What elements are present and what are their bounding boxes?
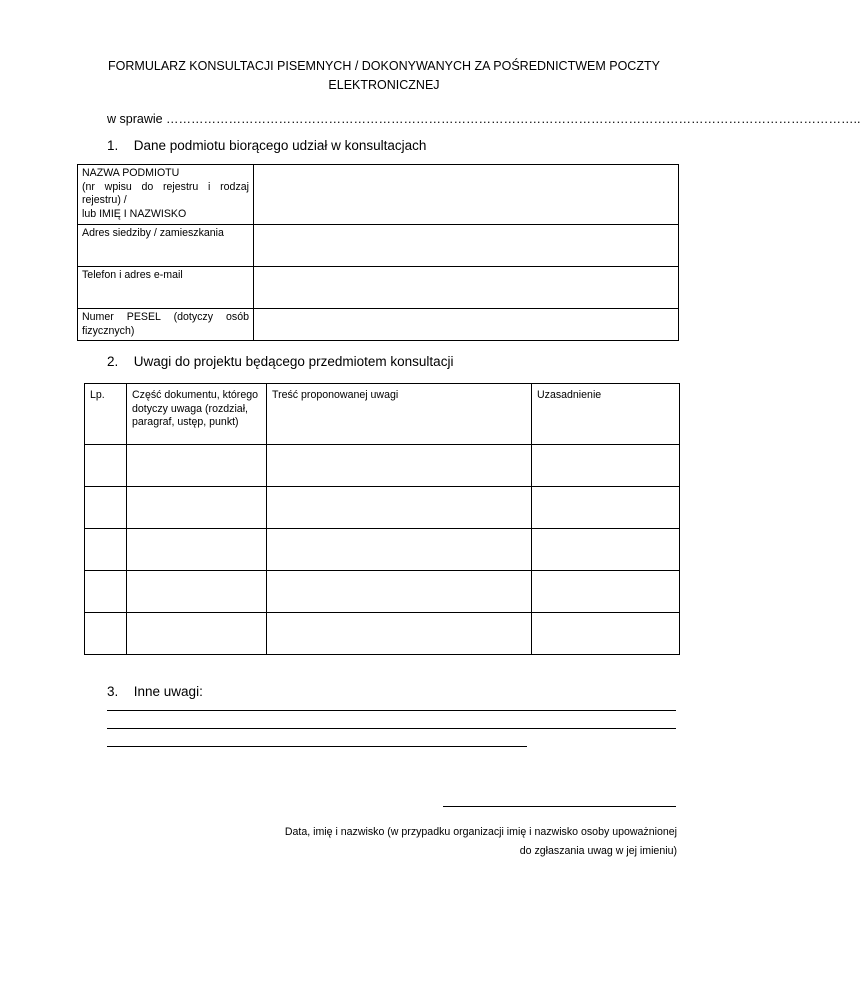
entity-name-label — [78, 165, 254, 225]
address-label — [78, 225, 254, 267]
section-2-title: Uwagi do projektu będącego przedmiotem konsultacji — [133, 354, 454, 369]
cell-justification[interactable] — [532, 529, 680, 571]
writing-line[interactable] — [107, 710, 676, 711]
cell-document-part[interactable] — [127, 613, 267, 655]
table-row — [85, 487, 680, 529]
label-line: Numer PESEL (dotyczy osób fizycznych) — [82, 311, 249, 337]
cell-lp[interactable] — [85, 445, 127, 487]
cell-proposed-comment[interactable] — [267, 529, 532, 571]
writing-line[interactable] — [107, 746, 527, 747]
cell-lp[interactable] — [85, 529, 127, 571]
section-1-title: Dane podmiotu biorącego udział w konsultacjach — [133, 138, 427, 153]
cell-document-part[interactable] — [127, 445, 267, 487]
cell-justification[interactable] — [532, 487, 680, 529]
section-2-heading — [107, 353, 453, 371]
table-row — [85, 571, 680, 613]
signature-line[interactable] — [443, 806, 676, 807]
table-row — [78, 309, 679, 341]
contact-field[interactable] — [254, 267, 679, 309]
table-row — [85, 445, 680, 487]
section-2-number: 2. — [107, 354, 119, 369]
label-line: Adres siedziby / zamieszkania — [82, 227, 224, 239]
cell-proposed-comment[interactable] — [267, 487, 532, 529]
label-line: Telefon i adres e-mail — [82, 269, 183, 281]
cell-justification[interactable] — [532, 613, 680, 655]
label-line: lub IMIĘ I NAZWISKO — [82, 207, 187, 220]
writing-line[interactable] — [107, 728, 676, 729]
label-line: NAZWA PODMIOTU — [82, 167, 180, 179]
label-line: (nr wpisu do rejestru i rodzaj rejestru) / — [82, 180, 249, 206]
table-row — [78, 267, 679, 309]
contact-label — [78, 267, 254, 309]
table-header-row — [85, 384, 680, 445]
section-1-number: 1. — [107, 138, 119, 153]
table-row — [85, 613, 680, 655]
form-title-line-1: FORMULARZ KONSULTACJI PISEMNYCH / DOKONYWANYCH ZA POŚREDNICTWEM POCZTY — [108, 59, 660, 73]
cell-lp[interactable] — [85, 487, 127, 529]
signature-caption-line-1: Data, imię i nazwisko (w przypadku organizacji imię i nazwisko osoby upoważnionej — [284, 826, 677, 838]
cell-justification[interactable] — [532, 445, 680, 487]
table-row — [78, 165, 679, 225]
column-header-lp: Lp. — [85, 384, 127, 445]
cell-proposed-comment[interactable] — [267, 445, 532, 487]
table-row — [78, 225, 679, 267]
cell-document-part[interactable] — [127, 487, 267, 529]
comments-table — [84, 383, 680, 655]
section-3-heading — [107, 683, 203, 701]
cell-proposed-comment[interactable] — [267, 571, 532, 613]
column-header-proposed-comment: Treść proponowanej uwagi — [267, 384, 532, 445]
form-title-line-2: ELEKTRONICZNEJ — [328, 78, 440, 92]
entity-data-table — [77, 164, 679, 341]
column-header-document-part: Część dokumentu, którego dotyczy uwaga (rozdział, paragraf, ustęp, punkt) — [127, 384, 267, 445]
column-header-justification: Uzasadnienie — [532, 384, 680, 445]
cell-document-part[interactable] — [127, 529, 267, 571]
cell-document-part[interactable] — [127, 571, 267, 613]
cell-lp[interactable] — [85, 571, 127, 613]
cell-lp[interactable] — [85, 613, 127, 655]
signature-caption-line-2: do zgłaszania uwag w jej imieniu) — [519, 845, 677, 857]
cell-justification[interactable] — [532, 571, 680, 613]
form-title — [100, 57, 668, 95]
w-sprawie-field[interactable]: w sprawie ………………………………………………………………………………………………………………………………………………….. — [107, 112, 861, 126]
table-row — [85, 529, 680, 571]
section-1-heading — [107, 137, 426, 155]
entity-name-field[interactable] — [254, 165, 679, 225]
pesel-label — [78, 309, 254, 341]
pesel-field[interactable] — [254, 309, 679, 341]
cell-proposed-comment[interactable] — [267, 613, 532, 655]
address-field[interactable] — [254, 225, 679, 267]
section-3-number: 3. — [107, 684, 119, 699]
section-3-title: Inne uwagi: — [133, 684, 203, 699]
signature-caption — [200, 823, 677, 861]
